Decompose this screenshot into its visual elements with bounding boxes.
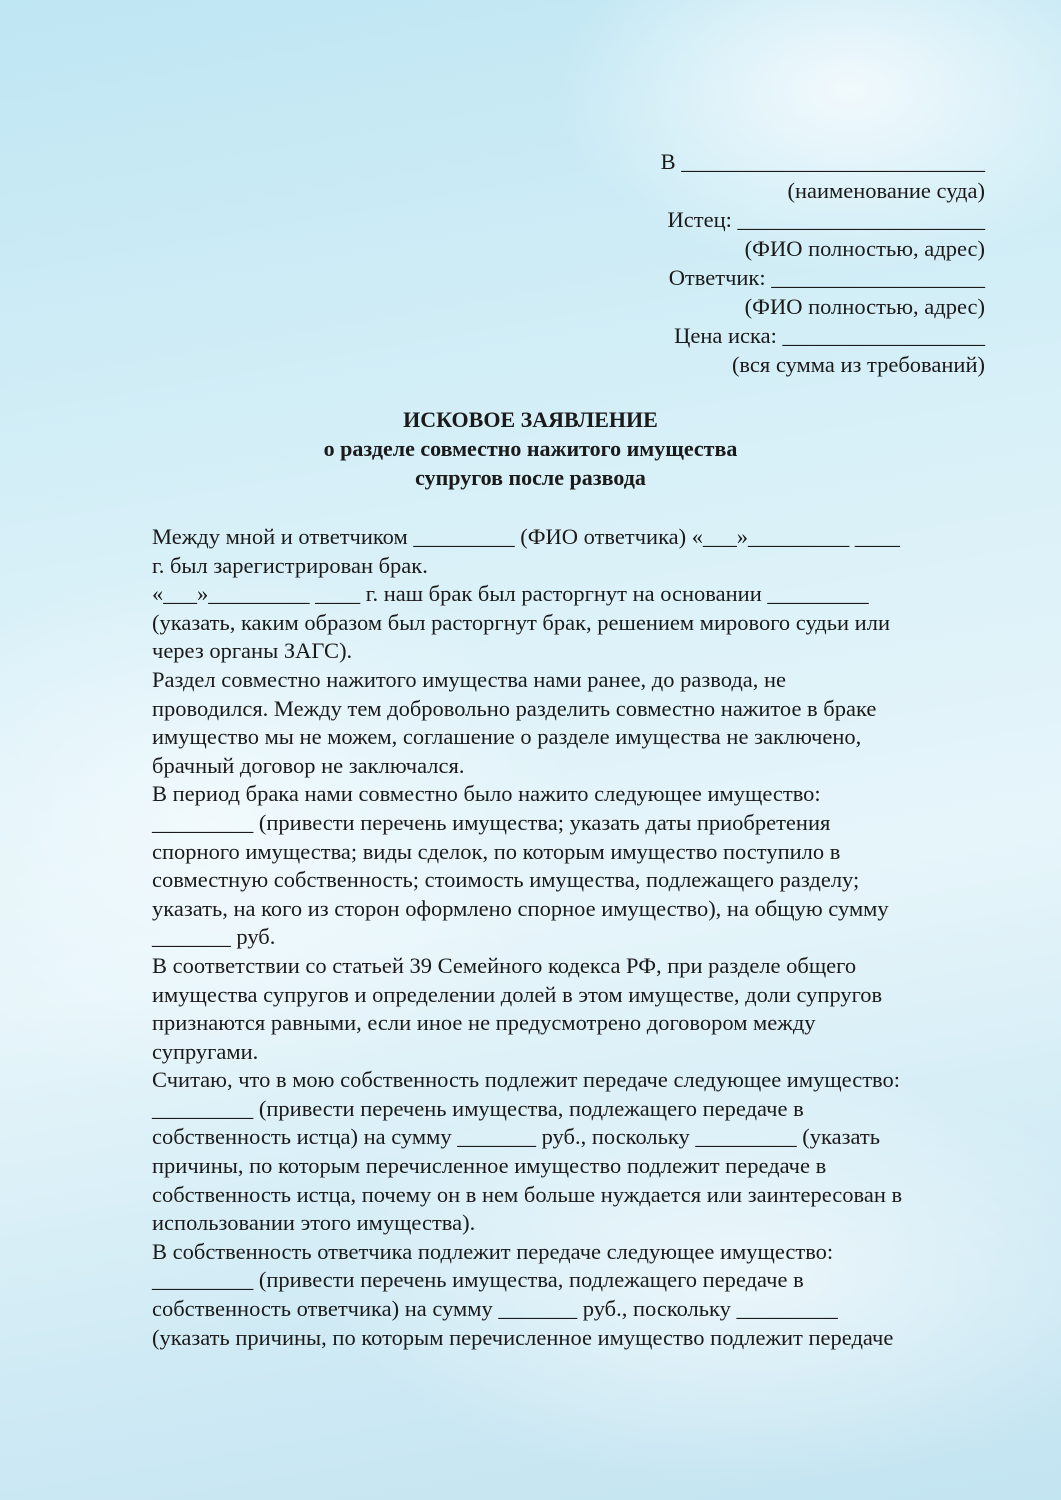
body-line: (указать, каким образом был расторгнут брак, решением мирового судьи или	[152, 609, 890, 635]
body-line: В собственность ответчика подлежит передаче следующее имущество:	[152, 1238, 834, 1264]
body-line: собственность истца, почему он в нем больше нуждается или заинтересован в	[152, 1181, 903, 1207]
body-line: имущество мы не можем, соглашение о разделе имущества не заключено,	[152, 724, 862, 750]
body-line: супругами.	[152, 1038, 259, 1064]
body-line: В период брака нами совместно было нажито следующее имущество:	[152, 781, 821, 807]
body-line: В соответствии со статьей 39 Семейного кодекса РФ, при разделе общего	[152, 952, 857, 978]
body-line: _________ (привести перечень имущества; указать даты приобретения	[152, 809, 831, 835]
court-line: В ___________________________	[660, 149, 985, 174]
title-sub-2: супругов после развода	[415, 465, 646, 490]
price-line: Цена иска: __________________	[674, 323, 985, 348]
body-line: Между мной и ответчиком _________ (ФИО ответчика) «___»_________ ____	[152, 524, 900, 549]
title-main: ИСКОВОЕ ЗАЯВЛЕНИЕ	[403, 407, 658, 432]
defendant-line: Ответчик: ___________________	[668, 265, 985, 290]
plaintiff-hint: (ФИО полностью, адрес)	[744, 236, 985, 261]
body-line: спорного имущества; виды сделок, по которым имущество поступило в	[152, 838, 841, 864]
body-line: совместную собственность; стоимость имущества, подлежащего разделу;	[152, 867, 860, 893]
body-text	[152, 523, 986, 1352]
body-line: _______ руб.	[152, 924, 276, 950]
court-hint: (наименование суда)	[787, 178, 985, 203]
body-line: признаются равными, если иное не предусмотрено договором между	[152, 1010, 816, 1036]
title-sub-1: о разделе совместно нажитого имущества	[323, 436, 738, 461]
body-line: брачный договор не заключался.	[152, 752, 465, 778]
body-line: причины, по которым перечисленное имущество подлежит передаче в	[152, 1153, 827, 1179]
body-line: имущества супругов и определении долей в этом имуществе, доли супругов	[152, 981, 883, 1007]
body-line: Считаю, что в мою собственность подлежит передаче следующее имущество:	[152, 1067, 901, 1093]
body-line: _________ (привести перечень имущества, подлежащего передаче в	[152, 1095, 804, 1121]
body-line: собственность истца) на сумму _______ руб., поскольку _________ (указать	[152, 1124, 880, 1150]
document-title	[0, 405, 1061, 492]
body-line: использовании этого имущества).	[152, 1210, 476, 1236]
plaintiff-line: Истец: ______________________	[667, 207, 985, 232]
body-line: проводился. Между тем добровольно разделить совместно нажитое в браке	[152, 695, 877, 721]
body-line: (указать причины, по которым перечисленное имущество подлежит передаче	[152, 1324, 894, 1350]
body-line: собственность ответчика) на сумму _______ руб., поскольку _________	[152, 1296, 838, 1322]
body-line: «___»_________ ____ г. наш брак был расторгнут на основании _________	[152, 581, 869, 607]
header-block	[565, 147, 985, 379]
body-line: через органы ЗАГС).	[152, 638, 353, 664]
body-line: Раздел совместно нажитого имущества нами ранее, до развода, не	[152, 666, 787, 692]
defendant-hint: (ФИО полностью, адрес)	[744, 294, 985, 319]
body-line: _________ (привести перечень имущества, подлежащего передаче в	[152, 1267, 804, 1293]
price-hint: (вся сумма из требований)	[731, 352, 985, 377]
body-line: г. был зарегистрирован брак.	[152, 552, 428, 578]
body-line: указать, на кого из сторон оформлено спорное имущество), на общую сумму	[152, 895, 889, 921]
